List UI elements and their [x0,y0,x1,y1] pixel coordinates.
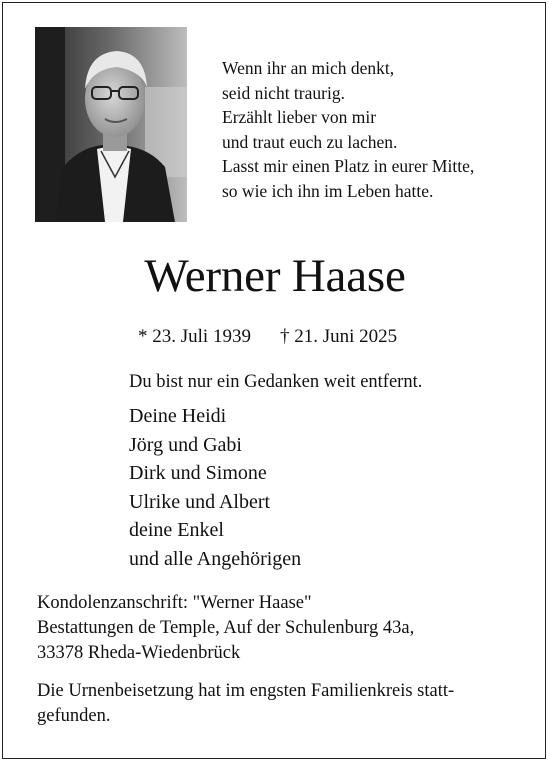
birth-date: * 23. Juli 1939 [138,326,251,347]
deceased-name: Werner Haase [144,250,406,302]
poem [222,56,474,203]
address-line: Bestattungen de Temple, Auf der Schulenburg 43a, [37,618,415,638]
poem-line: Erzählt lieber von mir [222,107,377,127]
mourner: Dirk und Simone [129,462,267,485]
mourner: Ulrike und Albert [129,490,271,513]
mourner: Jörg und Gabi [129,433,242,456]
poem-line: so wie ich ihn im Leben hatte. [222,180,434,201]
mourner: und alle Angehörigen [129,547,302,570]
mourner: deine Enkel [129,519,224,542]
address-line: 33378 Rheda-Wiedenbrück [37,643,241,663]
condolence-address [37,591,414,666]
portrait-photo [35,27,187,222]
burial-line: gefunden. [37,706,111,726]
farewell-line: Du bist nur ein Gedanken weit entfernt. [129,372,423,392]
burial-notice [37,679,454,729]
poem-line: Lasst mir einen Platz in eurer Mitte, [222,156,475,176]
poem-line: und traut euch zu lachen. [222,131,398,152]
death-date: † 21. Juni 2025 [280,326,398,347]
burial-line: Die Urnenbeisetzung hat im engsten Familienkreis statt- [37,681,455,701]
mourner: Deine Heidi [129,405,227,427]
life-dates [138,325,397,349]
poem-line: seid nicht traurig. [222,82,345,103]
mourners-list [129,402,301,574]
address-line: Kondolenzanschrift: "Werner Haase" [37,593,312,613]
poem-line: Wenn ihr an mich denkt, [222,58,395,78]
